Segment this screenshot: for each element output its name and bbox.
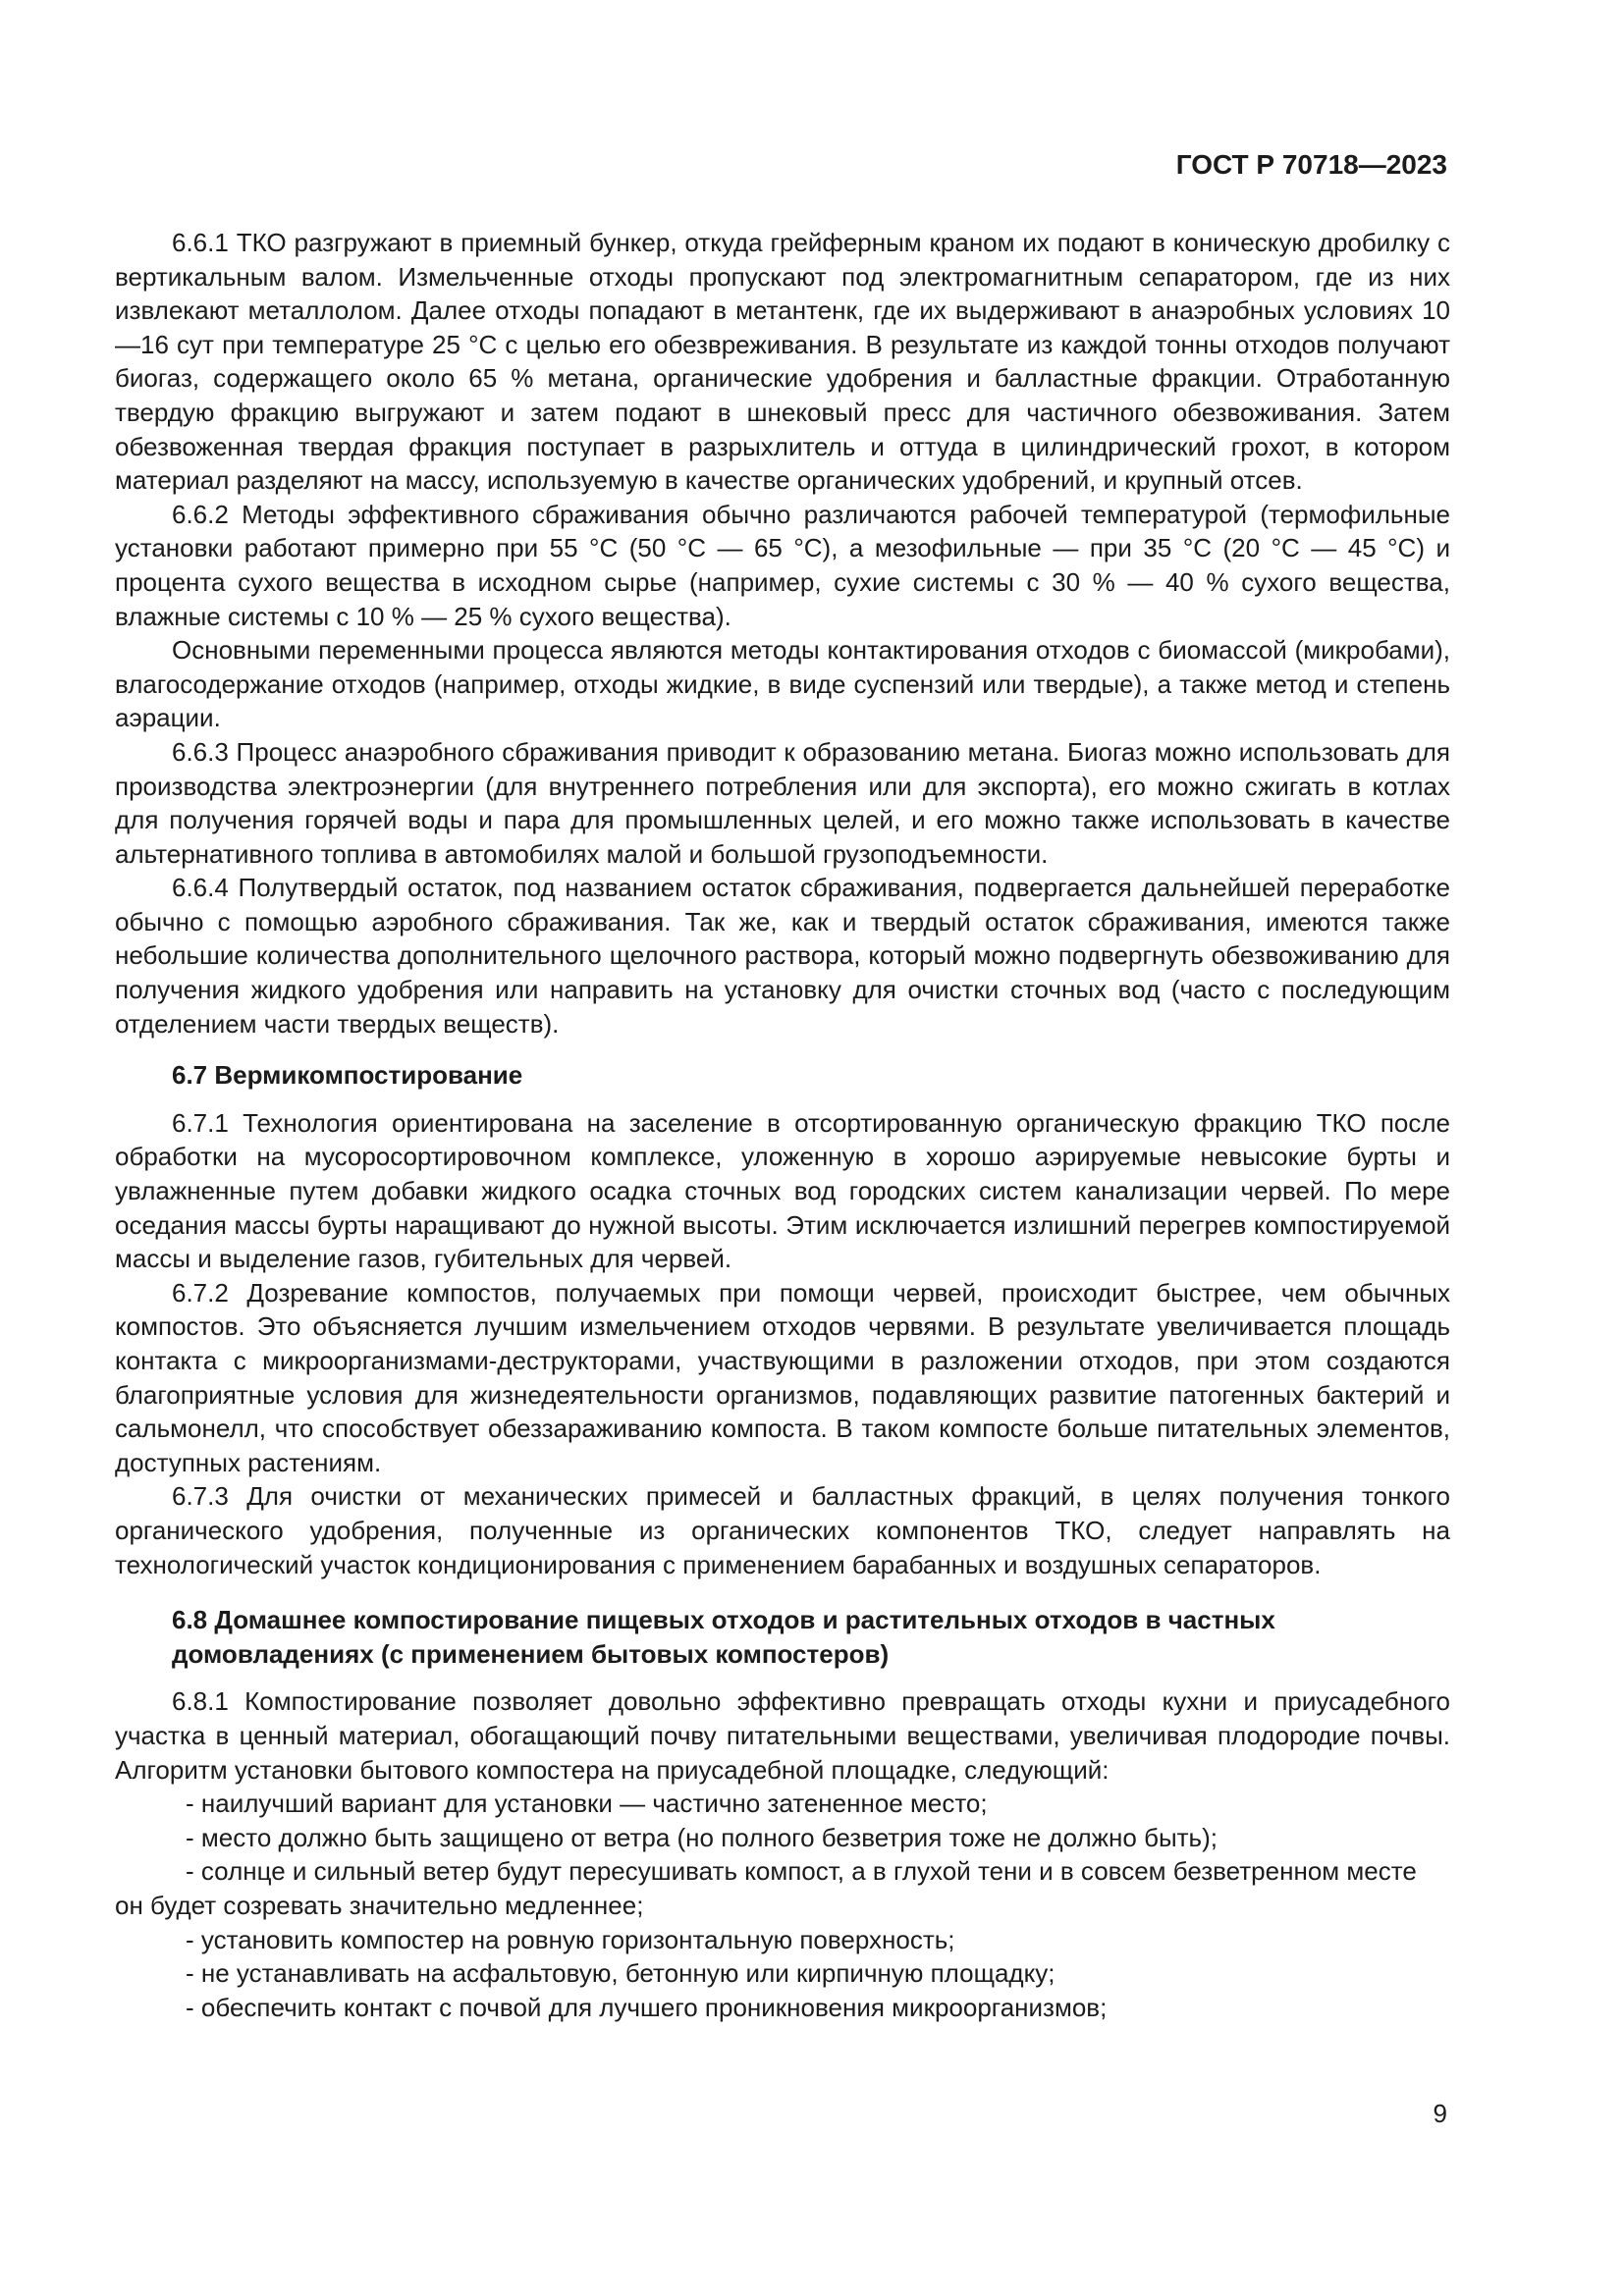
list-item: - не устанавливать на асфальтовую, бетонную или кирпичную площадку; bbox=[186, 1958, 1056, 1989]
page-number: 9 bbox=[1433, 2099, 1447, 2128]
list-item: - солнце и сильный ветер будут пересушивать компост, а в глухой тени и в совсем безветренном месте он будет созревать значительно медленнее; bbox=[115, 1856, 1417, 1920]
paragraph-6-8-1: 6.8.1 Компостирование позволяет довольно эффективно превращать отходы кухни и приусадебного участка в ценный материал, обогащающий почву питательными веществами, увеличивая плодородие почвы. Алгоритм установки бытового компостера на приусадебной площадке, следующий: bbox=[115, 1686, 1450, 1785]
paragraph-6-7-2: 6.7.2 Дозревание компостов, получаемых при помощи червей, происходит быстрее, чем обычных компостов. Это объясняется лучшим измельчением отходов червями. В результате увеличивается площадь контакта с микроорганизмами-деструкторами, участвующими в разложении отходов, при этом создаются благоприятные условия для жизнедеятельности организмов, подавляющих развитие патогенных бактерий и сальмонелл, что способствует обеззараживанию компоста. В таком компосте больше питательных элементов, доступных растениям. bbox=[115, 1277, 1450, 1477]
list-item: - наилучший вариант для установки — частично затененное место; bbox=[186, 1789, 988, 1819]
paragraph-6-6-2: 6.6.2 Методы эффективного сбраживания обычно различаются рабочей температурой (термофильные установки работают примерно при 55 °С (50 °С — 65 °С), а мезофильные — при 35 °С (20 °С — 45 °С) и процента сухого вещества в исходном сырье (например, сухие системы с 30 % — 40 % сухого вещества, влажные системы с 10 % — 25 % сухого вещества). bbox=[115, 499, 1450, 631]
paragraph-process-variables: Основными переменными процесса являются методы контактирования отходов с биомассой (микробами), влагосодержание отходов (например, отходы жидкие, в виде суспензий или твердые), а также метод и степень аэрации. bbox=[115, 635, 1450, 733]
page-content bbox=[115, 226, 1450, 2024]
paragraph-6-6-1: 6.6.1 ТКО разгружают в приемный бункер, откуда грейферным краном их подают в коническую дробилку с вертикальным валом. Измельченные отходы пропускают под электромагнитным сепаратором, где из них извлекают металлолом. Далее отходы попадают в метантенк, где их выдерживают в анаэробных условиях 10—16 сут при температуре 25 °С с целью его обезвреживания. В результате из каждой тонны отходов получают биогаз, содержащего около 65 % метана, органические удобрения и балластные фракции. Отработанную твердую фракцию выгружают и затем подают в шнековый пресс для частичного обезвоживания. Затем обезвоженная твердая фракция поступает в разрыхлитель и оттуда в цилиндрический грохот, в котором материал разделяют на массу, используемую в качестве органических удобрений, и крупный отсев. bbox=[115, 228, 1450, 496]
document-code: ГОСТ Р 70718—2023 bbox=[1175, 149, 1447, 180]
heading-6-8: 6.8 Домашнее компостирование пищевых отходов и растительных отходов в частных домовладениях (с применением бытовых компостеров) bbox=[172, 1605, 1275, 1669]
heading-6-7: 6.7 Вермикомпостирование bbox=[172, 1060, 523, 1091]
paragraph-6-6-4: 6.6.4 Полутвердый остаток, под названием остаток сбраживания, подвергается дальнейшей переработке обычно с помощью аэробного сбраживания. Так же, как и твердый остаток сбраживания, имеются также небольшие количества дополнительного щелочного раствора, который можно подвергнуть обезвоживанию для получения жидкого удобрения или направить на установку для очистки сточных вод (часто с последующим отделением части твердых веществ). bbox=[115, 873, 1450, 1039]
paragraph-6-7-3: 6.7.3 Для очистки от механических примесей и балластных фракций, в целях получения тонкого органического удобрения, полученные из органических компонентов ТКО, следует направлять на технологический участок кондиционирования с применением барабанных и воздушных сепараторов. bbox=[115, 1481, 1450, 1579]
list-item: - место должно быть защищено от ветра (но полного безветрия тоже не должно быть); bbox=[186, 1822, 1218, 1852]
list-item: - обеспечить контакт с почвой для лучшего проникновения микроорганизмов; bbox=[186, 1992, 1108, 2022]
list-item: - установить компостер на ровную горизонтальную поверхность; bbox=[186, 1924, 955, 1954]
paragraph-6-7-1: 6.7.1 Технология ориентирована на заселение в отсортированную органическую фракцию ТКО после обработки на мусоросортировочном комплексе, уложенную в хорошо аэрируемые невысокие бурты и увлажненные путем добавки жидкого осадка сточных вод городских систем канализации червей. По мере оседания массы бурты наращивают до нужной высоты. Этим исключается излишний перегрев компостируемой массы и выделение газов, губительных для червей. bbox=[115, 1107, 1450, 1274]
paragraph-6-6-3: 6.6.3 Процесс анаэробного сбраживания приводит к образованию метана. Биогаз можно использовать для производства электроэнергии (для внутреннего потребления или для экспорта), его можно сжигать в котлах для получения горячей воды и пара для промышленных целей, и его можно также использовать в качестве альтернативного топлива в автомобилях малой и большой грузоподъемности. bbox=[115, 736, 1450, 869]
